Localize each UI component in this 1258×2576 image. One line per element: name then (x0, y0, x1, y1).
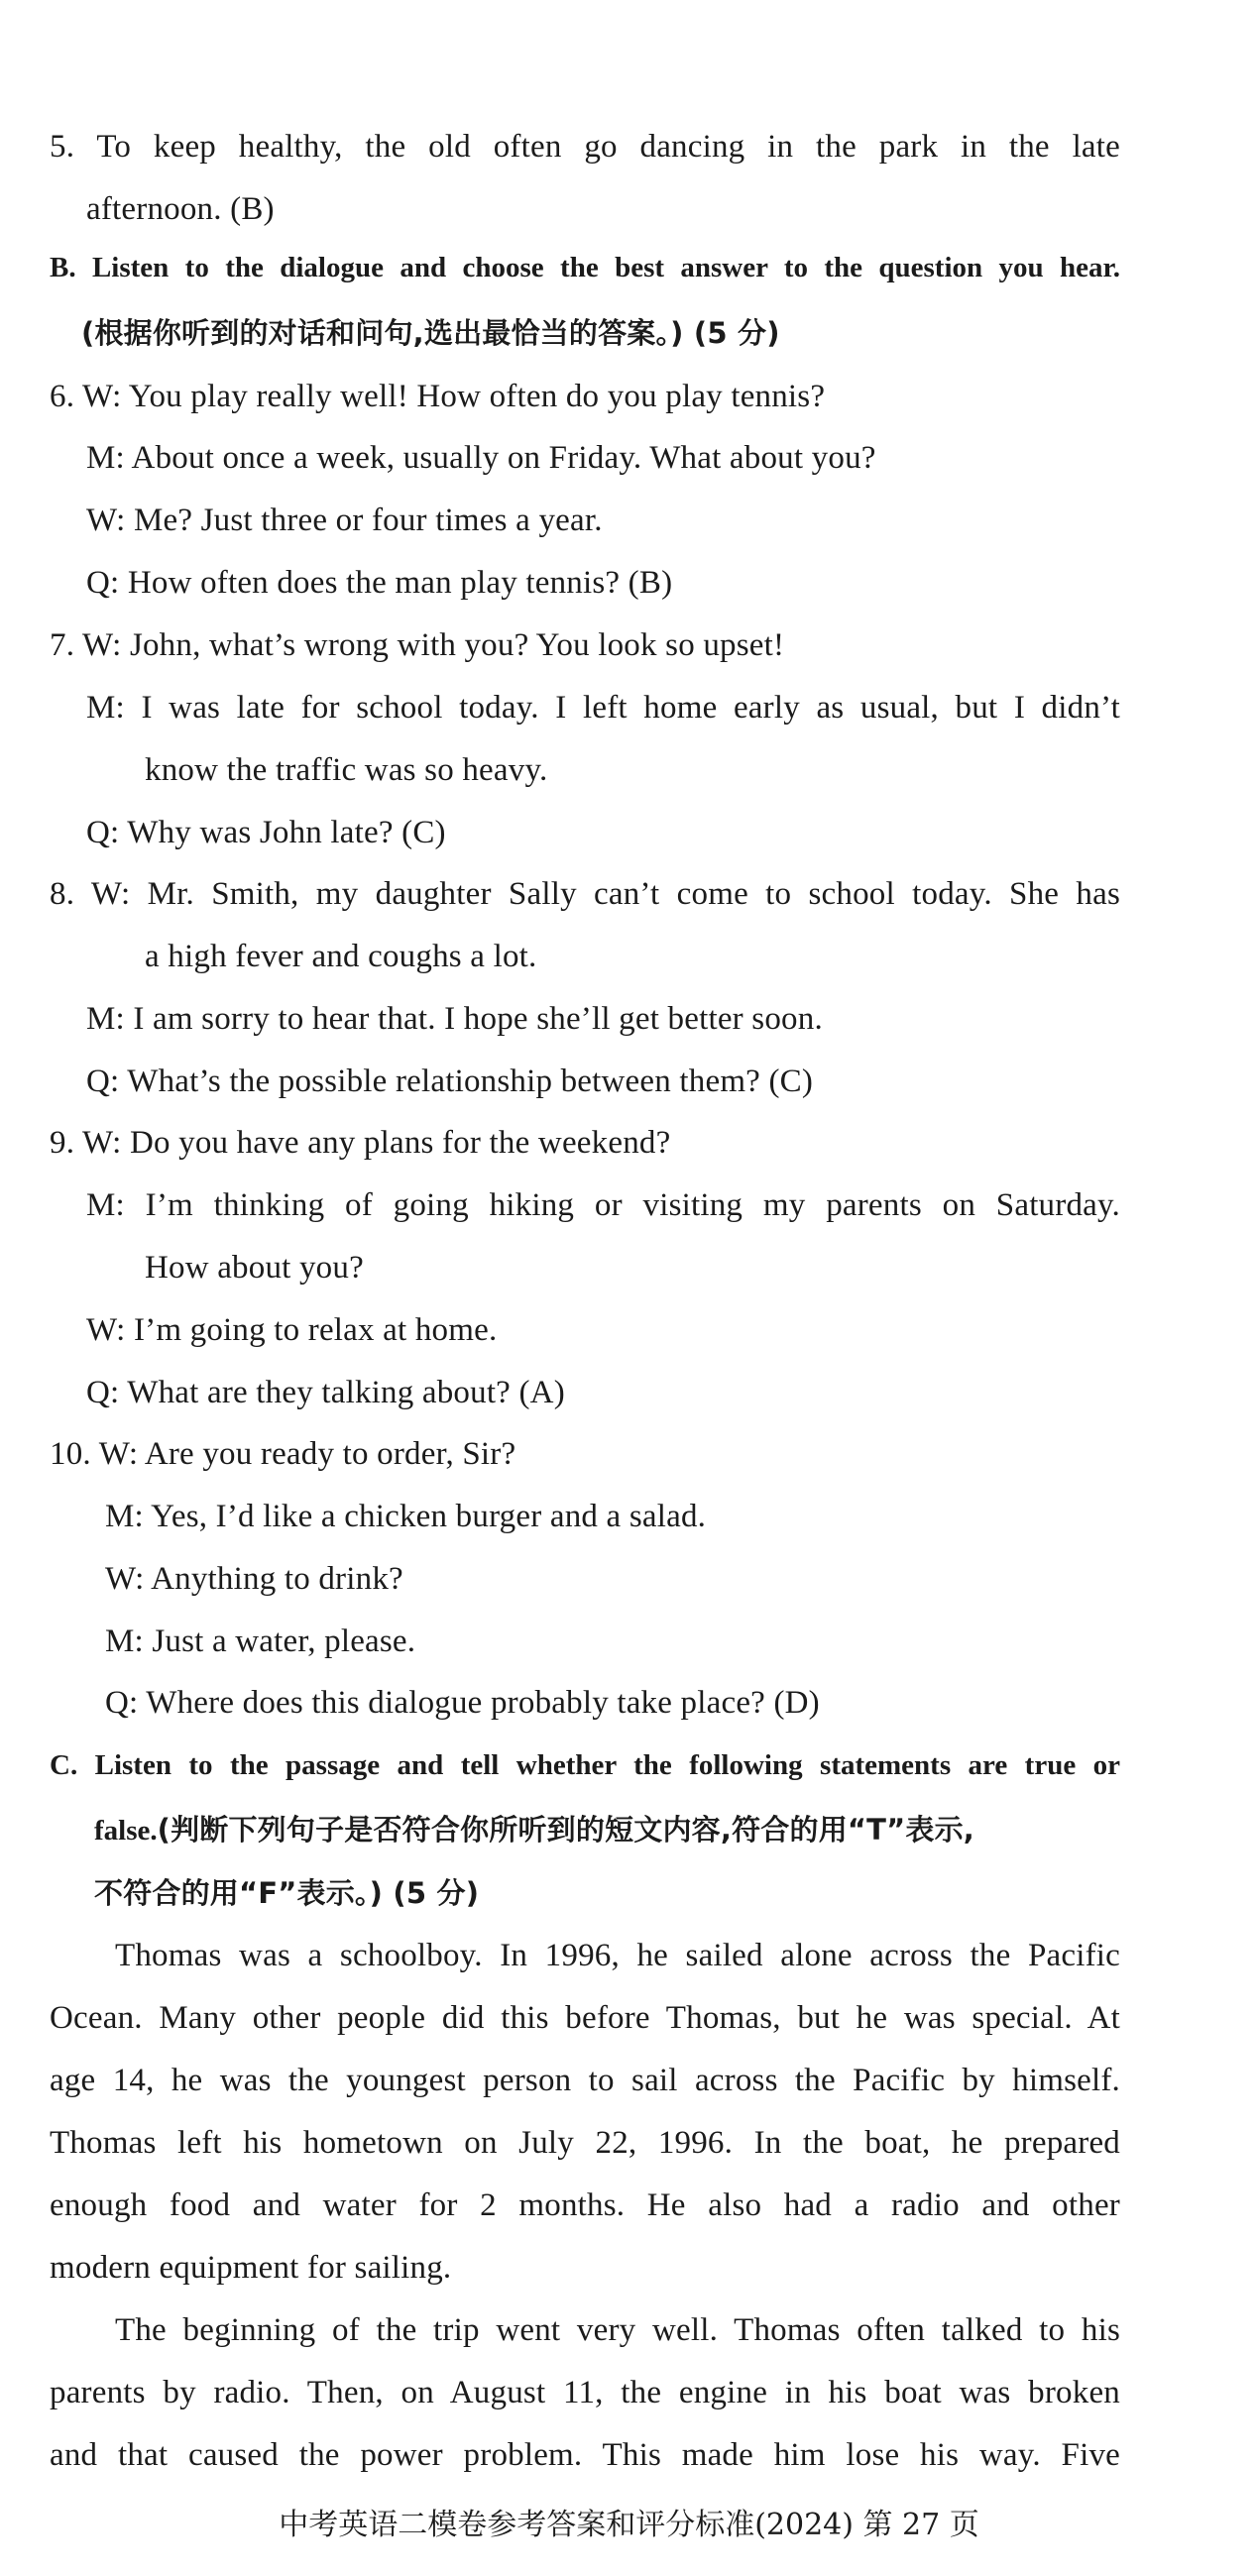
passage-p1-line-6: modern equipment for sailing. (50, 2250, 452, 2286)
section-b-heading: B. Listen to the dialogue and choose the best answer to the question you hear. (50, 252, 1120, 283)
section-c-heading-line-2 (94, 1810, 974, 1850)
q9-line-2: M: I’m thinking of going hiking or visiting my parents on Saturday. (86, 1187, 1120, 1223)
q9-line-1: 9. W: Do you have any plans for the weekend? (50, 1125, 671, 1161)
passage-p2-line-3: and that caused the power problem. This made him lose his way. Five (50, 2437, 1120, 2473)
section-c-heading-line-1: C. Listen to the passage and tell whether the following statements are true or (50, 1749, 1120, 1781)
q10-question: Q: Where does this dialogue probably take place? (D) (105, 1685, 820, 1721)
q10-line-2: M: Yes, I’d like a chicken burger and a salad. (105, 1499, 707, 1534)
q6-line-3: W: Me? Just three or four times a year. (86, 503, 603, 538)
passage-p1-line-3: age 14, he was the youngest person to sail across the Pacific by himself. (50, 2063, 1120, 2098)
q9-question: Q: What are they talking about? (A) (86, 1375, 565, 1410)
section-c-instruction-part-2: 不符合的用“F”表示。) (5 分) (94, 1876, 480, 1910)
passage-p1-line-5: enough food and water for 2 months. He also had a radio and other (50, 2187, 1120, 2223)
q8-line-3: M: I am sorry to hear that. I hope she’ll get better soon. (86, 1001, 823, 1037)
q8-line-1: 8. W: Mr. Smith, my daughter Sally can’t come to school today. She has (50, 876, 1120, 912)
q8-question: Q: What’s the possible relationship between them? (C) (86, 1064, 814, 1099)
q6-line-1: 6. W: You play really well! How often do you play tennis? (50, 379, 826, 414)
q10-line-1: 10. W: Are you ready to order, Sir? (50, 1436, 516, 1472)
section-b-instruction: (根据你听到的对话和问句,选出最恰当的答案。) (5 分) (81, 316, 780, 350)
section-c-heading-false: false. (94, 1815, 158, 1847)
section-c-instruction-part-1: (判断下列句子是否符合你所听到的短文内容,符合的用“T”表示, (157, 1813, 975, 1847)
passage-p2-line-1: The beginning of the trip went very well. Thomas often talked to his (115, 2312, 1120, 2348)
page-footer: 中考英语二模卷参考答案和评分标准(2024) 第 27 页 (279, 2508, 979, 2542)
q10-line-4: M: Just a water, please. (105, 1624, 416, 1659)
q9-line-3: How about you? (145, 1250, 364, 1286)
q6-question: Q: How often does the man play tennis? (B) (86, 565, 673, 601)
q7-question: Q: Why was John late? (C) (86, 815, 446, 850)
passage-p1-line-2: Ocean. Many other people did this before Thomas, but he was special. At (50, 2000, 1120, 2036)
q5-line-2: afternoon. (B) (86, 191, 275, 227)
document-page (50, 0, 1120, 2576)
q5-line-1: 5. To keep healthy, the old often go dancing in the park in the late (50, 129, 1120, 165)
q7-line-1: 7. W: John, what’s wrong with you? You look so upset! (50, 627, 785, 663)
passage-p1-line-1: Thomas was a schoolboy. In 1996, he sailed alone across the Pacific (115, 1938, 1120, 1973)
q7-line-2: M: I was late for school today. I left home early as usual, but I didn’t (86, 690, 1120, 726)
q9-line-4: W: I’m going to relax at home. (86, 1312, 498, 1348)
q10-line-3: W: Anything to drink? (105, 1561, 403, 1597)
q6-line-2: M: About once a week, usually on Friday. What about you? (86, 440, 876, 476)
q8-line-2: a high fever and coughs a lot. (145, 939, 537, 974)
passage-p1-line-4: Thomas left his hometown on July 22, 1996. In the boat, he prepared (50, 2125, 1120, 2161)
q7-line-3: know the traffic was so heavy. (145, 752, 548, 788)
passage-p2-line-2: parents by radio. Then, on August 11, the engine in his boat was broken (50, 2375, 1120, 2410)
